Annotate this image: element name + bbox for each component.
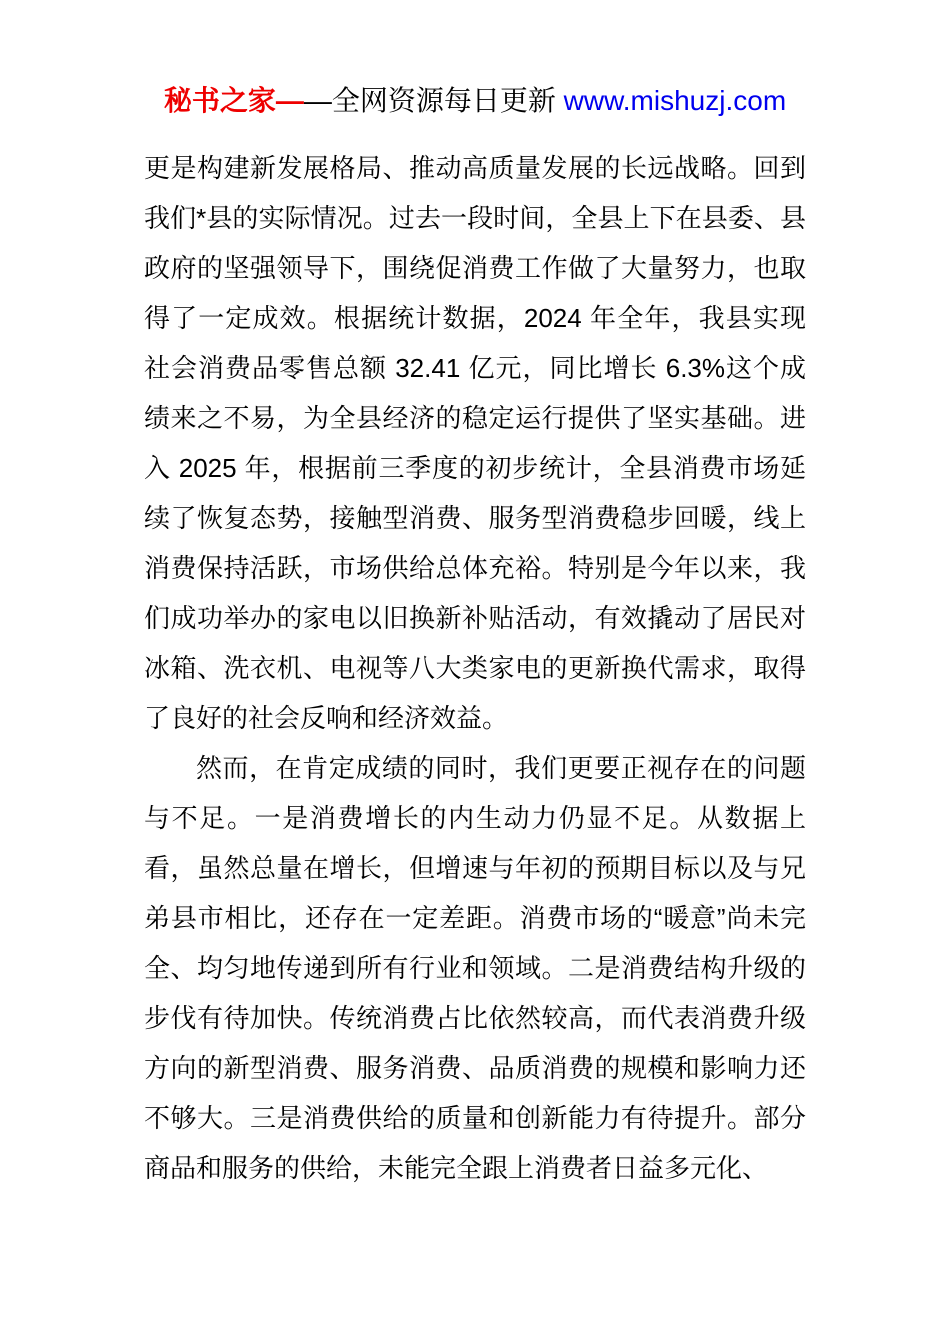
site-url-text: www.mishuzj.com [563, 85, 787, 116]
brand-text: 秘书之家— [163, 85, 304, 116]
paragraph: 然而，在肯定成绩的同时，我们更要正视存在的问题与不足。一是消费增长的内生动力仍显不足。从数据上看，虽然总量在增长，但增速与年初的预期目标以及与兄弟县市相比，还存在一定差距。消费市场的“暖意”尚未完全、均匀地传递到所有行业和领域。二是消费结构升级的步伐有待加快。传统消费占比依然较高，而代表消费升级方向的新型消费、服务消费、品质消费的规模和影响力还不够大。三是消费供给的质量和创新能力有待提升。部分商品和服务的供给，未能完全跟上消费者日益多元化、 [144, 753, 806, 1183]
paragraph: 更是构建新发展格局、推动高质量发展的长远战略。回到我们*县的实际情况。过去一段时间，全县上下在县委、县政府的坚强领导下，围绕促消费工作做了大量努力，也取得了一定成效。根据统计数据，2024 年全年，我县实现社会消费品零售总额 32.41 亿元，同比增长 6.3%这个成绩来之不易，为全县经济的稳定运行提供了坚实基础。进入 2025 年，根据前三季度的初步统计，全县消费市场延续了恢复态势，接触型消费、服务型消费稳步回暖，线上消费保持活跃，市场供给总体充裕。特别是今年以来，我们成功举办的家电以旧换新补贴活动，有效撬动了居民对冰箱、洗衣机、电视等八大类家电的更新换代需求，取得了良好的社会反响和经济效益。 [144, 153, 806, 733]
tagline-text: —全网资源每日更新 [303, 85, 564, 116]
document-body [144, 143, 806, 1193]
page-header [0, 0, 950, 118]
